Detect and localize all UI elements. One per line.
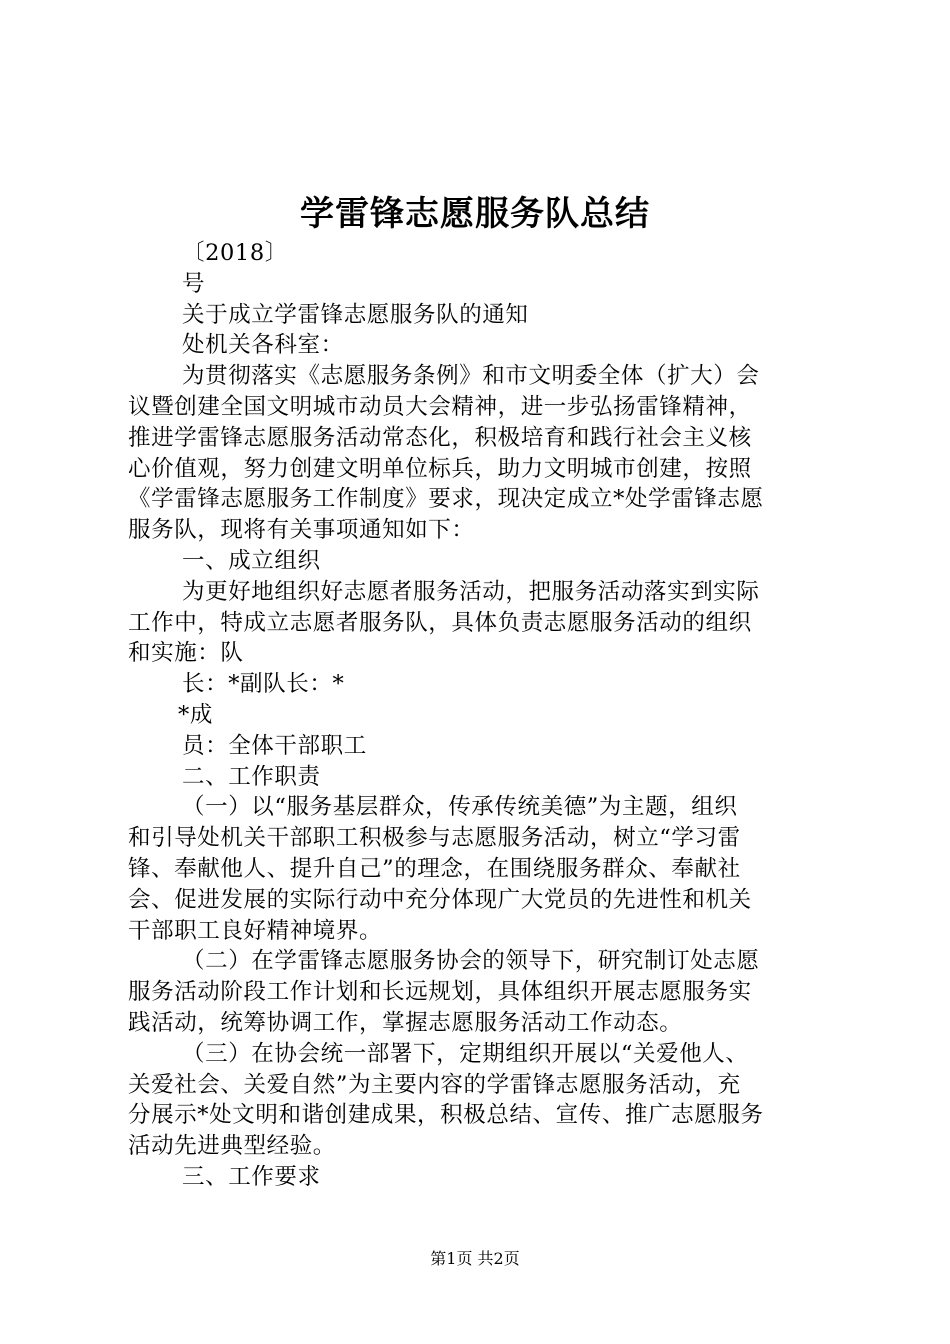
paragraph-line: 关爱社会、关爱自然”为主要内容的学雷锋志愿服务活动，充: [128, 1071, 741, 1098]
document-body: [128, 238, 830, 1193]
paragraph-line: 《学雷锋志愿服务工作制度》要求，现决定成立*处学雷锋志愿: [128, 486, 764, 513]
team-member-line: 员：全体干部职工: [182, 732, 367, 759]
paragraph-line: 服务活动阶段工作计划和长远规划，具体组织开展志愿服务实: [128, 979, 752, 1006]
document-title: 学雷锋志愿服务队总结: [300, 194, 650, 234]
paragraph-line: （三）在协会统一部署下，定期组织开展以“关爱他人、: [182, 1040, 749, 1067]
doc-number-suffix: 号: [182, 270, 206, 297]
paragraph-line: 活动先进典型经验。: [128, 1133, 336, 1160]
page-footer: 第1页 共2页: [430, 1249, 520, 1268]
notice-heading: 关于成立学雷锋志愿服务队的通知: [182, 301, 529, 328]
addressee: 处机关各科室：: [182, 332, 344, 359]
paragraph-line: 践活动，统筹协调工作，掌握志愿服务活动工作动态。: [128, 1009, 683, 1036]
section-heading: 三、工作要求: [182, 1163, 321, 1190]
paragraph-line: 服务队，现将有关事项通知如下：: [128, 517, 475, 544]
paragraph-line: 推进学雷锋志愿服务活动常态化，积极培育和践行社会主义核: [128, 424, 752, 451]
paragraph-line: 为贯彻落实《志愿服务条例》和市文明委全体（扩大）会: [182, 363, 760, 390]
paragraph-line: 和实施：队: [128, 640, 244, 667]
section-heading: 一、成立组织: [182, 547, 321, 574]
team-member-line: *成: [178, 701, 213, 728]
doc-number-year: 〔2018〕: [182, 240, 288, 266]
paragraph-line: 干部职工良好精神境界。: [128, 917, 383, 944]
paragraph-line: 工作中，特成立志愿者服务队，具体负责志愿服务活动的组织: [128, 609, 752, 636]
paragraph-line: 议暨创建全国文明城市动员大会精神，进一步弘扬雷锋精神，: [128, 393, 752, 420]
paragraph-line: 心价值观，努力创建文明单位标兵，助力文明城市创建，按照: [128, 455, 752, 482]
paragraph-line: （二）在学雷锋志愿服务协会的领导下，研究制订处志愿: [182, 948, 760, 975]
paragraph-line: 和引导处机关干部职工积极参与志愿服务活动，树立“学习雷: [128, 825, 741, 852]
paragraph-line: 为更好地组织好志愿者服务活动，把服务活动落实到实际: [182, 578, 760, 605]
paragraph-line: 会、促进发展的实际行动中充分体现广大党员的先进性和机关: [128, 886, 752, 913]
paragraph-line: （一）以“服务基层群众，传承传统美德”为主题，组织: [182, 794, 738, 821]
team-leader-line: 长：*副队长：*: [182, 671, 345, 698]
section-heading: 二、工作职责: [182, 763, 321, 790]
paragraph-line: 锋、奉献他人、提升自己”的理念，在围绕服务群众、奉献社: [128, 855, 741, 882]
paragraph-line: 分展示*处文明和谐创建成果，积极总结、宣传、推广志愿服务: [128, 1102, 764, 1129]
